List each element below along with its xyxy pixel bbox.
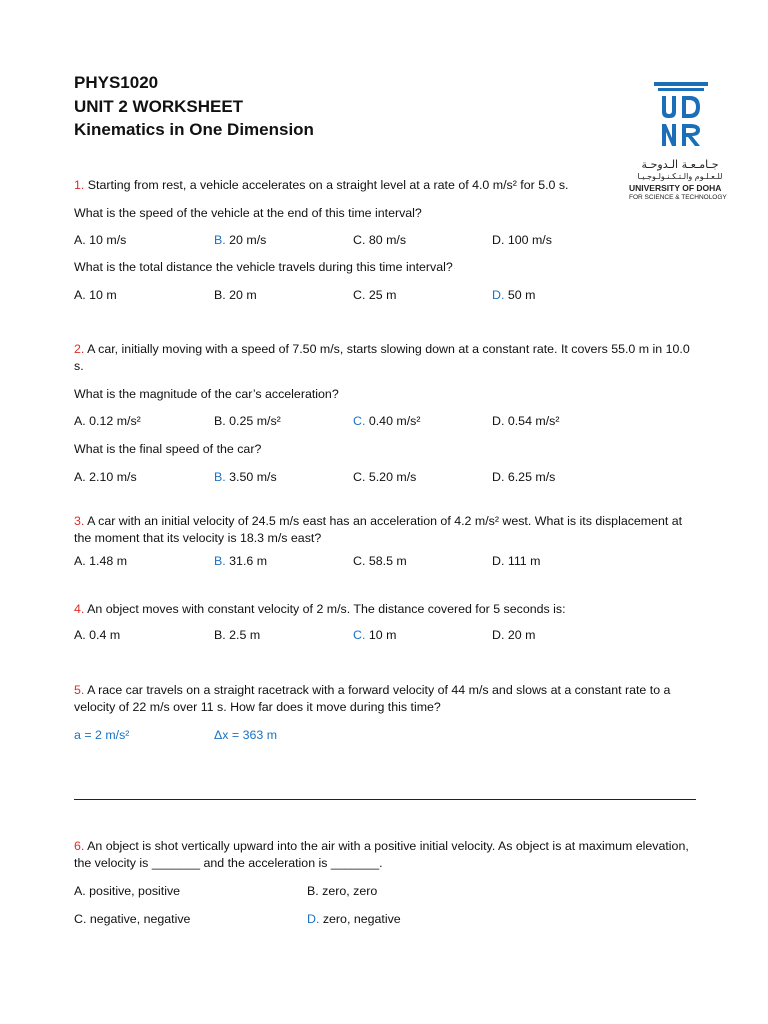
question-text: An object moves with constant velocity of 2 m/s. The distance covered for 5 seconds is: [87,602,566,616]
question-1 [74,177,569,194]
question-text: An object is shot vertically upward into the air with a positive initial velocity. As object is at maximum elevation, the velocity is _______ and the acceleration is _______. [74,839,689,870]
option-b[interactable]: B. 0.25 m/s² [214,414,281,428]
question-number: 1. [74,178,85,192]
question-5 [74,682,694,716]
answer-acceleration: a = 2 m/s² [74,728,130,742]
logo-university-subtitle: FOR SCIENCE & TECHNOLOGY [629,194,727,201]
option-d[interactable]: D. 20 m [492,628,536,642]
option-a[interactable]: A. 0.4 m [74,628,121,642]
question-2-part-2: What is the final speed of the car? [74,442,262,456]
question-number: 2. [74,342,85,356]
option-a[interactable]: A. positive, positive [74,884,181,898]
logo-arabic-name: جـامـعـة الـدوحـة [641,158,719,171]
course-code: PHYS1020 [74,73,159,92]
option-c[interactable]: C. 0.40 m/s² [353,414,421,428]
question-number: 3. [74,514,85,528]
unit-title: UNIT 2 WORKSHEET [74,96,244,116]
option-b[interactable]: B. 20 m/s [214,233,267,247]
option-a[interactable]: A. 2.10 m/s [74,470,137,484]
udst-emblem-icon [654,76,708,152]
option-c[interactable]: C. 80 m/s [353,233,407,247]
option-b[interactable]: B. 31.6 m [214,554,268,568]
option-d[interactable]: D. 50 m [492,288,536,302]
university-logo [620,76,740,206]
question-2 [74,341,694,375]
question-text: A car with an initial velocity of 24.5 m/s east has an acceleration of 4.2 m/s² west. What is its displacement at the moment that its velocity is 18.3 m/s east? [74,514,683,545]
question-number: 4. [74,602,85,616]
option-b[interactable]: B. 20 m [214,288,257,302]
option-d[interactable]: D. zero, negative [307,912,401,926]
worksheet-header [74,71,314,142]
logo-arabic-subtitle: للـعـلـوم والـتـكـنـولـوجـيـا [637,172,723,181]
topic-title: Kinematics in One Dimension [74,120,314,139]
question-1-part-1: What is the speed of the vehicle at the end of this time interval? [74,206,422,220]
option-a[interactable]: A. 1.48 m [74,554,128,568]
question-6 [74,838,694,872]
option-c[interactable]: C. 10 m [353,628,397,642]
question-1-part-2: What is the total distance the vehicle travels during this time interval? [74,260,453,274]
option-c[interactable]: C. 25 m [353,288,397,302]
option-c[interactable]: C. 5.20 m/s [353,470,417,484]
question-text: A car, initially moving with a speed of 7.50 m/s, starts slowing down at a constant rate. It covers 55.0 m in 10.0 s. [74,342,690,373]
option-d[interactable]: D. 111 m [492,554,541,568]
question-number: 5. [74,683,85,697]
option-a[interactable]: A. 10 m [74,288,117,302]
question-3 [74,513,694,547]
option-c[interactable]: C. 58.5 m [353,554,407,568]
question-text: Starting from rest, a vehicle accelerates on a straight level at a rate of 4.0 m/s² for 5.0 s. [87,178,569,192]
question-4 [74,601,566,618]
option-b[interactable]: B. 3.50 m/s [214,470,277,484]
question-number: 6. [74,839,85,853]
option-d[interactable]: D. 0.54 m/s² [492,414,560,428]
option-b[interactable]: B. zero, zero [307,884,378,898]
option-d[interactable]: D. 6.25 m/s [492,470,556,484]
option-a[interactable]: A. 0.12 m/s² [74,414,141,428]
option-a[interactable]: A. 10 m/s [74,233,127,247]
option-c[interactable]: C. negative, negative [74,912,191,926]
question-text: A race car travels on a straight racetrack with a forward velocity of 44 m/s and slows at a constant rate to a velocity of 22 m/s over 11 s. How far does it move during this time? [74,683,671,714]
section-divider [74,799,696,800]
answer-displacement: Δx = 363 m [214,728,278,742]
option-d[interactable]: D. 100 m/s [492,233,552,247]
option-b[interactable]: B. 2.5 m [214,628,261,642]
logo-university-name: UNIVERSITY OF DOHA [629,183,722,193]
question-2-part-1: What is the magnitude of the car’s acceleration? [74,387,339,401]
